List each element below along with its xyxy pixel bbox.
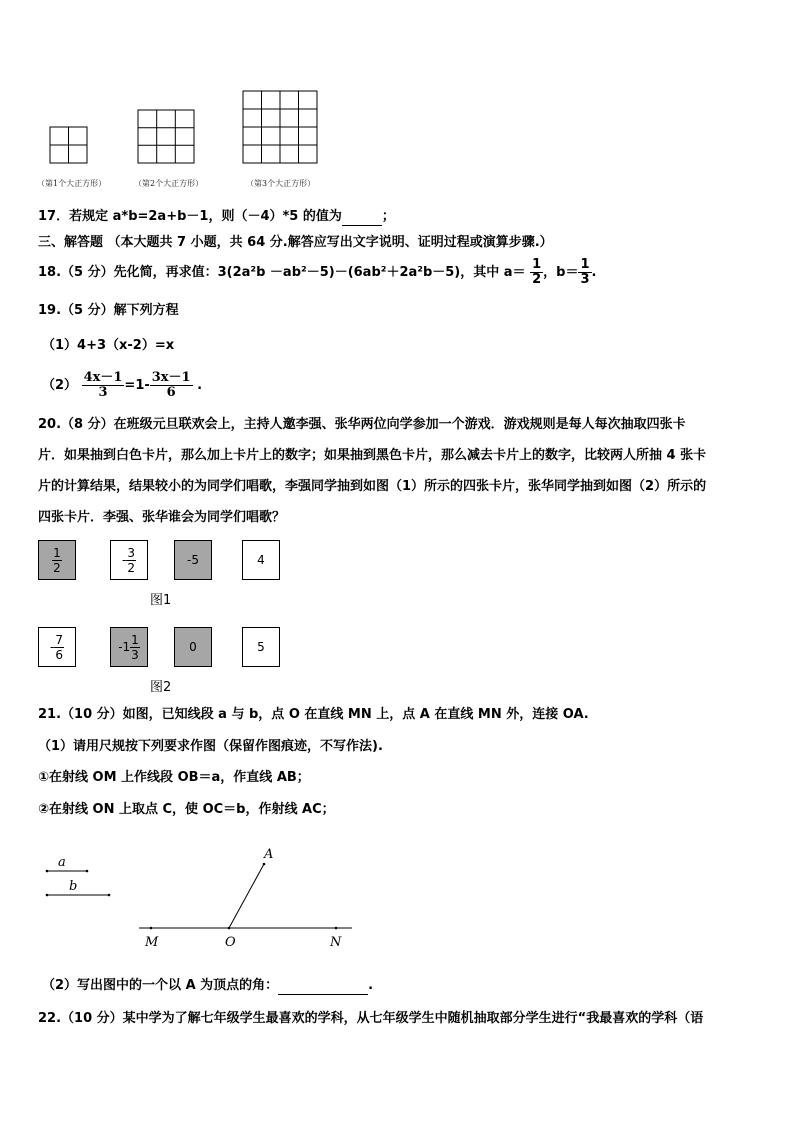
- square-3: [243, 91, 317, 163]
- square-caption-1: （第1个大正方形）: [37, 179, 107, 188]
- fig1-card-2-den: 2: [127, 560, 135, 575]
- q18-b-fraction: [578, 258, 591, 287]
- question-17: [38, 208, 395, 226]
- q21-geometry-figure: [0, 840, 794, 955]
- q19-title: 19.（5 分）解下列方程: [38, 303, 179, 318]
- q19-end: .: [197, 378, 203, 393]
- q17-text: 17．若规定 a*b=2a+b－1，则（－4）*5 的值为: [38, 209, 342, 224]
- fig1-card-1-fraction: [52, 546, 62, 575]
- q19-f2-num: 3x－1: [151, 370, 191, 385]
- q18-b-num: 1: [580, 257, 590, 272]
- fig1-card-4: [242, 540, 280, 580]
- q20-line-2: 片．如果抽到白色卡片，那么加上卡片上的数字；如果抽到黑色卡片，那么减去卡片上的数字，比较两人所抽 4 张卡: [38, 448, 707, 463]
- q22-text: 22.（10 分）某中学为了解七年级学生最喜欢的学科，从七年级学生中随机抽取部分学生进行“我最喜欢的学科（语: [38, 1011, 704, 1026]
- fig1-card-2-sign: -: [122, 553, 127, 567]
- q17-blank: [342, 211, 382, 226]
- q18-b-den: 3: [580, 272, 590, 287]
- square-2: [138, 110, 194, 163]
- fig1-card-3: [174, 540, 212, 580]
- q18-a-fraction: [530, 258, 543, 287]
- q18-text: 18.（5 分）先化简，再求值：3(2a²b －ab²－5)－(6ab²＋2a²b－5)，其中 a＝: [38, 265, 526, 280]
- fig2-card-2-num: 1: [131, 632, 139, 647]
- q19-mid: =1-: [124, 378, 150, 393]
- q20-line-1: 20.（8 分）在班级元旦联欢会上，主持人邀李强、张华两位向学参加一个游戏．游戏规则是每人每次抽取四张卡: [38, 417, 686, 432]
- q19-f2-den: 6: [166, 385, 176, 400]
- q18-a-num: 1: [532, 257, 542, 272]
- fig1-label: 图1: [150, 593, 172, 608]
- q20-line-4: 四张卡片．李强、张华谁会为同学们唱歌？: [38, 510, 286, 525]
- fig2-card-1-num: 7: [55, 632, 63, 647]
- q17-end: ；: [381, 209, 395, 224]
- fig1-card-4-value: 4: [257, 553, 265, 567]
- fig1-card-1-num: 1: [53, 545, 61, 560]
- fig1-card-2-num: 3: [127, 545, 135, 560]
- question-18: [38, 257, 596, 289]
- fig1-card-3-value: -5: [187, 553, 199, 567]
- fig1-card-1: [38, 540, 76, 580]
- q19-f1-num: 4x－1: [83, 370, 123, 385]
- q21-step1: ①在射线 OM 上作线段 OB＝a，作直线 AB；: [38, 770, 310, 785]
- q18-mid: ，b＝: [543, 265, 579, 280]
- fig2-card-1-sign: -: [50, 640, 55, 654]
- q21-intro: 21.（10 分）如图，已知线段 a 与 b，点 O 在直线 MN 上，点 A 在直线 MN 外，连接 OA.: [38, 707, 589, 722]
- square-caption-2: （第2个大正方形）: [134, 179, 204, 188]
- fig2-card-2-whole: -1: [118, 640, 131, 654]
- fig1-card-1-den: 2: [53, 560, 61, 575]
- fig2-card-3-value: 0: [189, 640, 197, 654]
- squares-figure: [0, 0, 794, 200]
- q19-fraction-1: [82, 371, 125, 400]
- label-O: O: [225, 935, 236, 950]
- section-3-header: 三、解答题 （本大题共 7 小题，共 64 分.解答应写出文字说明、证明过程或演算步骤.）: [38, 235, 553, 250]
- q19-fraction-2: [150, 371, 193, 400]
- q21-part2-blank: [278, 980, 368, 995]
- q19-f1-den: 3: [98, 385, 108, 400]
- fig2-card-4-value: 5: [257, 640, 265, 654]
- fig2-card-2: [110, 627, 148, 667]
- q21-part2: [42, 977, 373, 995]
- square-caption-3: （第3个大正方形）: [246, 179, 316, 188]
- label-N: N: [330, 935, 342, 950]
- fig2-card-3: [174, 627, 212, 667]
- q20-line-3: 片的计算结果，结果较小的为同学们唱歌，李强同学抽到如图（1）所示的四张卡片，张华同学抽到如图（2）所示的: [38, 479, 707, 494]
- q19-part2: [42, 368, 202, 404]
- fig2-card-1-fraction: [54, 633, 64, 662]
- fig2-label: 图2: [150, 680, 172, 695]
- square-1: [50, 127, 87, 163]
- fig2-card-2-fraction: [130, 633, 140, 662]
- label-M: M: [145, 935, 159, 950]
- fig2-card-1: [38, 627, 76, 667]
- fig2-card-4: [242, 627, 280, 667]
- fig2-card-2-den: 3: [131, 647, 139, 662]
- q21-part1: （1）请用尺规按下列要求作图（保留作图痕迹，不写作法).: [38, 739, 383, 754]
- label-a: a: [58, 855, 66, 870]
- fig1-card-2-fraction: [126, 546, 136, 575]
- q18-a-den: 2: [532, 272, 542, 287]
- q18-end: .: [591, 265, 597, 280]
- q19-part1: （1）4+3（x-2）=x: [42, 338, 175, 353]
- q21-part2-end: .: [368, 978, 374, 993]
- label-b: b: [69, 879, 78, 894]
- q21-part2-text: （2）写出图中的一个以 A 为顶点的角：: [42, 978, 279, 993]
- q19-part2-label: （2）: [42, 378, 78, 393]
- label-A: A: [264, 847, 274, 862]
- fig1-card-2: [110, 540, 148, 580]
- q21-step2: ②在射线 ON 上取点 C，使 OC＝b，作射线 AC；: [38, 802, 335, 817]
- segment-OA: [229, 864, 264, 928]
- fig2-card-1-den: 6: [55, 647, 63, 662]
